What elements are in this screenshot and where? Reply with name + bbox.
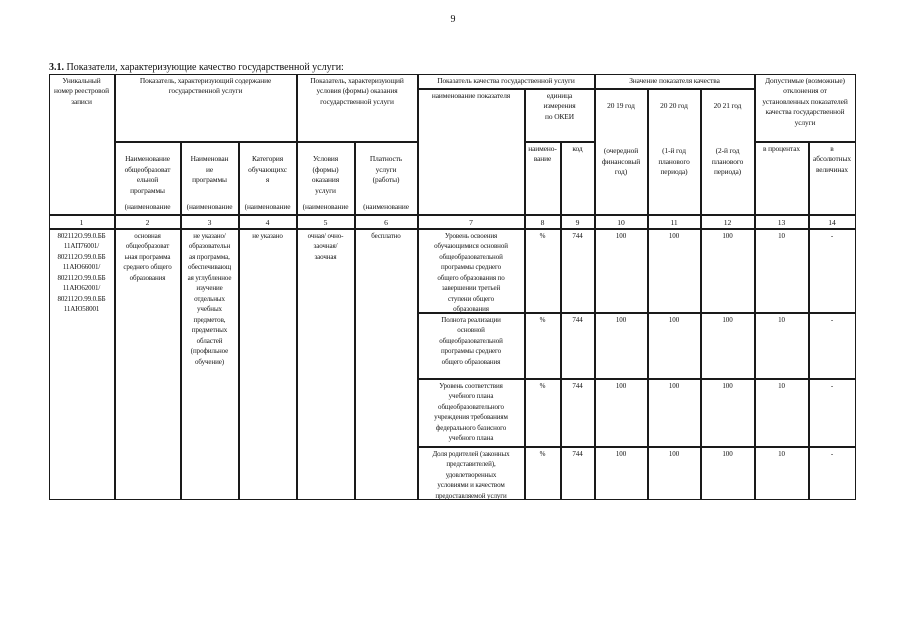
column-number: 6 <box>355 215 418 229</box>
row-indicator: Полнота реализации основной общеобразовательной программы среднего общего образования <box>418 313 525 379</box>
header-year-2020-underline <box>650 112 699 136</box>
header-unit: единица измерения по ОКЕИ <box>525 89 595 142</box>
header-year-2020-note: (1-й год планового периода) <box>658 146 690 176</box>
row-value-2019: 100 <box>595 313 648 379</box>
header-year-2019-note: (очередной финансовый год) <box>601 146 641 176</box>
quality-indicators-table <box>49 74 856 500</box>
row-indicator: Уровень соответствия учебного плана общеобразовательного учреждения требованиям федерального базисного учебного плана <box>418 379 525 447</box>
header-unit-code: код <box>561 142 595 215</box>
row-value-2021: 100 <box>701 447 755 500</box>
header-year-2021-label: 20 21 год <box>713 101 742 110</box>
header-quality-indicator: Показатель качества государственной услуги <box>418 74 595 89</box>
row-value-2019: 100 <box>595 447 648 500</box>
row-unit: % <box>525 447 561 500</box>
section-title-text: Показатели, характеризующие качество государственной услуги: <box>66 62 344 73</box>
column-number: 2 <box>115 215 181 229</box>
header-allowed-deviation: Допустимые (возможные) отклонения от установленных показателей качества государственной услуги <box>755 74 856 142</box>
row-unit: % <box>525 379 561 447</box>
row-deviation-absolute: - <box>809 229 856 313</box>
header-conditions-indicator: Показатель, характеризующий условия (формы) оказания государственной услуги <box>297 74 418 142</box>
record-program-name: основная общеобразоват ьная программа среднего общего образования <box>115 229 181 500</box>
column-number: 7 <box>418 215 525 229</box>
row-code: 744 <box>561 313 595 379</box>
header-program-label: Наименован ие программы <box>190 154 229 184</box>
row-deviation-percent: 10 <box>755 447 809 500</box>
row-value-2019: 100 <box>595 229 648 313</box>
page-number: 9 <box>450 14 456 25</box>
row-deviation-absolute: - <box>809 313 856 379</box>
row-value-2021: 100 <box>701 313 755 379</box>
row-unit: % <box>525 229 561 313</box>
column-number: 14 <box>809 215 856 229</box>
row-unit: % <box>525 313 561 379</box>
header-category-label: Категория обучающихс я <box>248 154 287 184</box>
header-program-name-note: (наименование <box>124 202 171 211</box>
record-payment: бесплатно <box>355 229 418 500</box>
row-deviation-percent: 10 <box>755 313 809 379</box>
row-code: 744 <box>561 379 595 447</box>
row-indicator: Уровень освоения обучающимися основной общеобразовательной программы среднего общего образования по завершении третьей ступени общего образования <box>418 229 525 313</box>
column-number: 10 <box>595 215 648 229</box>
record-conditions: очная/ очно- заочная/ заочная <box>297 229 355 500</box>
header-content-indicator: Показатель, характеризующий содержание государственной услуги <box>115 74 297 142</box>
header-year-2021 <box>701 89 755 215</box>
header-payment <box>355 142 418 215</box>
row-value-2020: 100 <box>648 313 701 379</box>
column-number: 12 <box>701 215 755 229</box>
column-number: 8 <box>525 215 561 229</box>
header-year-2019-underline <box>597 112 646 136</box>
header-conditions <box>297 142 355 215</box>
header-year-2019-label: 20 19 год <box>607 101 635 110</box>
column-number: 11 <box>648 215 701 229</box>
section-title <box>49 62 344 73</box>
header-year-2021-note: (2-й год планового периода) <box>711 146 744 176</box>
section-number: 3.1. <box>49 62 64 73</box>
header-unique-number: Уникальный номер реестровой записи <box>49 74 115 215</box>
row-value-2021: 100 <box>701 229 755 313</box>
header-payment-label: Платность услуги (работы) <box>369 154 403 184</box>
header-percent: в процентах <box>755 142 809 215</box>
header-category-note: (наименование <box>244 201 291 211</box>
record-category: не указано <box>239 229 297 500</box>
row-value-2020: 100 <box>648 379 701 447</box>
row-indicator: Доля родителей (законных представителей), удовлетворенных условиями и качеством предоставляемой услуги <box>418 447 525 500</box>
record-program: не указано/ образовательн ая программа, обеспечивающ ая углубленное изучение отдельных учебных предметов, предметных областей (профильное обучение) <box>181 229 239 500</box>
header-unit-name: наимено- вание <box>525 142 561 215</box>
row-code: 744 <box>561 229 595 313</box>
header-year-2021-underline <box>703 112 753 136</box>
header-program-name <box>115 142 181 215</box>
row-deviation-absolute: - <box>809 379 856 447</box>
header-conditions-label: Условия (формы) оказания услуги <box>311 154 340 195</box>
column-number: 4 <box>239 215 297 229</box>
row-code: 744 <box>561 447 595 500</box>
row-value-2020: 100 <box>648 229 701 313</box>
row-value-2021: 100 <box>701 379 755 447</box>
header-payment-note: (наименование <box>363 201 409 211</box>
header-year-2020-label: 20 20 год <box>660 101 688 110</box>
column-number: 1 <box>49 215 115 229</box>
column-number: 5 <box>297 215 355 229</box>
header-program-name-label: Наименование общеобразоват ельной программы <box>124 154 171 195</box>
header-indicator-name: наименование показателя <box>418 89 525 215</box>
row-deviation-percent: 10 <box>755 379 809 447</box>
header-category <box>239 142 297 215</box>
header-program-note: (наименование <box>186 201 233 211</box>
row-value-2020: 100 <box>648 447 701 500</box>
row-value-2019: 100 <box>595 379 648 447</box>
column-number: 9 <box>561 215 595 229</box>
column-number: 13 <box>755 215 809 229</box>
header-conditions-note: (наименование <box>302 202 349 211</box>
header-program <box>181 142 239 215</box>
record-registry-number: 802112О.99.0.ББ 11АП76001/ 802112О.99.0.ББ 11АЮ66001/ 802112О.99.0.ББ 11АЮ62001/ 802112О.99.0.ББ 11АЮ58001 <box>49 229 115 500</box>
header-year-2019 <box>595 89 648 215</box>
column-number: 3 <box>181 215 239 229</box>
header-year-2020 <box>648 89 701 215</box>
row-deviation-percent: 10 <box>755 229 809 313</box>
row-deviation-absolute: - <box>809 447 856 500</box>
header-absolute: в абсолютных величинах <box>809 142 856 215</box>
header-quality-value: Значение показателя качества <box>595 74 755 89</box>
